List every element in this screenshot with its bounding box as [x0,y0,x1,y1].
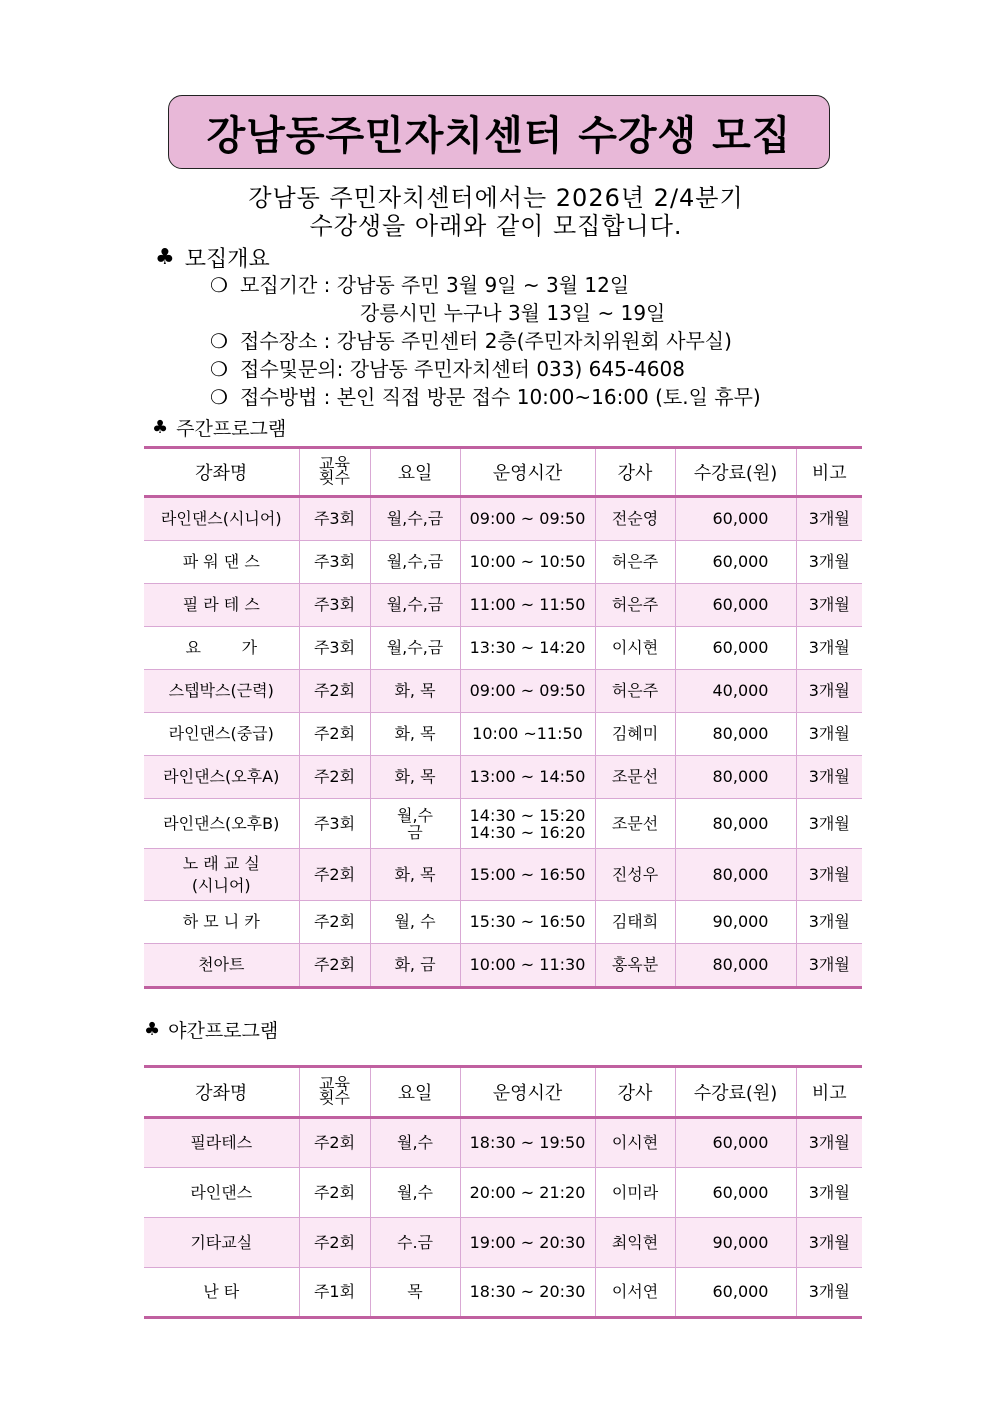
table-row [144,541,862,584]
club-icon: ♣ [144,1019,161,1040]
header-day: 요일 [370,448,460,497]
cell-note: 3개월 [796,584,862,627]
info-sep: : [317,329,337,353]
header-count-bottom: 횟수 [319,1087,350,1107]
cell-fee: 60,000 [675,1268,796,1318]
cell-day: 월,수,금 [370,541,460,584]
cell-name: 라인댄스(중급) [144,713,299,756]
info-sep: : [336,357,350,381]
cell-time: 10:00 ~ 10:50 [460,541,595,584]
cell-fee: 60,000 [675,541,796,584]
table-row [144,584,862,627]
cell-fee: 60,000 [675,497,796,541]
cell-name: 요 가 [144,627,299,670]
cell-count: 주2회 [299,1168,370,1218]
cell-note: 3개월 [796,849,862,901]
cell-teacher: 조문선 [595,756,675,799]
cell-day: 월,수,금 [370,627,460,670]
cell-time: 20:00 ~ 21:20 [460,1168,595,1218]
cell-fee: 80,000 [675,849,796,901]
cell-time-line2: 14:30 ~ 16:20 [469,822,586,842]
cell-name: 난 타 [144,1268,299,1318]
cell-fee: 60,000 [675,584,796,627]
cell-teacher: 조문선 [595,799,675,849]
night-program-heading-text: 야간프로그램 [168,1020,279,1042]
cell-day: 월,수 [370,1168,460,1218]
cell-count: 주3회 [299,627,370,670]
cell-teacher: 김혜미 [595,713,675,756]
cell-day: 화, 목 [370,670,460,713]
cell-note: 3개월 [796,713,862,756]
intro-line-2: 수강생을 아래와 같이 모집합니다. [309,212,683,240]
cell-fee: 40,000 [675,670,796,713]
cell-fee: 80,000 [675,944,796,988]
info-sep: : [317,273,337,297]
table-row [144,713,862,756]
cell-fee: 80,000 [675,799,796,849]
cell-teacher: 허은주 [595,541,675,584]
cell-fee: 60,000 [675,1118,796,1168]
cell-note: 3개월 [796,799,862,849]
cell-time: 09:00 ~ 09:50 [460,670,595,713]
title-banner [168,95,830,169]
cell-count: 주2회 [299,713,370,756]
cell-day: 수.금 [370,1218,460,1268]
cell-name: 하 모 니 카 [144,901,299,944]
cell-name [144,849,299,901]
cell-time: 13:30 ~ 14:20 [460,627,595,670]
circle-outline-icon: ❍ [210,385,228,409]
cell-day: 화, 목 [370,756,460,799]
cell-fee: 60,000 [675,1168,796,1218]
cell-fee: 80,000 [675,756,796,799]
header-teacher: 강사 [595,1067,675,1118]
cell-name: 라인댄스 [144,1168,299,1218]
table-row [144,1218,862,1268]
cell-time: 13:00 ~ 14:50 [460,756,595,799]
cell-note: 3개월 [796,1118,862,1168]
table-row [144,627,862,670]
cell-teacher: 허은주 [595,670,675,713]
table-row [144,1268,862,1318]
info-row-place [210,328,732,354]
cell-time: 11:00 ~ 11:50 [460,584,595,627]
table-row [144,497,862,541]
cell-time: 19:00 ~ 20:30 [460,1218,595,1268]
header-count [299,1067,370,1118]
cell-count: 주2회 [299,670,370,713]
header-time: 운영시간 [460,1067,595,1118]
cell-count: 주3회 [299,799,370,849]
header-count-top: 교육 [319,1073,350,1093]
cell-time: 09:00 ~ 09:50 [460,497,595,541]
cell-count: 주3회 [299,541,370,584]
night-program-heading [144,1016,278,1043]
cell-count: 주2회 [299,849,370,901]
cell-name: 라인댄스(오후B) [144,799,299,849]
cell-day: 화, 금 [370,944,460,988]
header-count [299,448,370,497]
cell-teacher: 홍옥분 [595,944,675,988]
cell-note: 3개월 [796,1168,862,1218]
cell-count: 주2회 [299,756,370,799]
info-value: 본인 직접 방문 접수 10:00~16:00 (토.일 휴무) [336,385,761,409]
cell-time: 15:00 ~ 16:50 [460,849,595,901]
club-icon: ♣ [152,417,169,438]
header-note: 비고 [796,448,862,497]
cell-teacher: 이서연 [595,1268,675,1318]
circle-outline-icon: ❍ [210,357,228,381]
cell-day [370,799,460,849]
header-count-top: 교육 [319,453,350,473]
cell-count: 주2회 [299,1118,370,1168]
info-row-method [210,384,761,410]
info-label: 접수장소 [240,329,318,353]
cell-day: 월,수 [370,1118,460,1168]
info-row-contact [210,356,685,382]
cell-teacher: 진성우 [595,849,675,901]
header-name: 강좌명 [144,448,299,497]
cell-fee: 90,000 [675,901,796,944]
table-row [144,944,862,988]
cell-name: 필라테스 [144,1118,299,1168]
table-row [144,901,862,944]
table-row [144,799,862,849]
cell-note: 3개월 [796,1268,862,1318]
cell-time: 10:00 ~ 11:30 [460,944,595,988]
table-row [144,849,862,901]
cell-day: 화, 목 [370,849,460,901]
circle-outline-icon: ❍ [210,329,228,353]
header-count-bottom: 횟수 [319,467,350,487]
cell-count: 주3회 [299,584,370,627]
info-value: 강남동 주민자치센터 033) 645-4608 [349,357,685,381]
day-program-heading [152,414,286,441]
header-note: 비고 [796,1067,862,1118]
cell-teacher: 최익현 [595,1218,675,1268]
info-sep: : [317,385,337,409]
header-name: 강좌명 [144,1067,299,1118]
cell-day: 월,수,금 [370,497,460,541]
cell-count: 주3회 [299,497,370,541]
header-teacher: 강사 [595,448,675,497]
cell-fee: 90,000 [675,1218,796,1268]
cell-day: 월, 수 [370,901,460,944]
header-fee: 수강료(원) [675,1067,796,1118]
cell-count: 주2회 [299,901,370,944]
info-row-period-2 [360,300,665,326]
cell-teacher: 전순영 [595,497,675,541]
night-program-table [144,1065,862,1319]
circle-outline-icon: ❍ [210,273,228,297]
day-program-heading-text: 주간프로그램 [176,418,287,440]
page-title: 강남동주민자치센터 수강생 모집 [206,112,792,159]
table-row [144,1168,862,1218]
cell-teacher: 이시현 [595,1118,675,1168]
cell-name: 파 워 댄 스 [144,541,299,584]
cell-time-line1: 14:30 ~ 15:20 [469,805,586,825]
table-row [144,670,862,713]
cell-day-line2: 금 [407,822,423,842]
table-row [144,1118,862,1168]
cell-note: 3개월 [796,901,862,944]
cell-name: 라인댄스(오후A) [144,756,299,799]
cell-day: 목 [370,1268,460,1318]
table-header-row [144,1067,862,1118]
cell-note: 3개월 [796,541,862,584]
cell-name-line2: (시니어) [191,875,251,895]
cell-day: 화, 목 [370,713,460,756]
header-fee: 수강료(원) [675,448,796,497]
cell-fee: 80,000 [675,713,796,756]
cell-teacher: 김태희 [595,901,675,944]
overview-heading-text: 모집개요 [184,247,270,272]
cell-day: 월,수,금 [370,584,460,627]
cell-name-line1: 노 래 교 실 [182,853,260,873]
cell-count: 주1회 [299,1268,370,1318]
intro-line-1: 강남동 주민자치센터에서는 2026년 2/4분기 [248,184,744,212]
cell-time: 10:00 ~11:50 [460,713,595,756]
cell-teacher: 허은주 [595,584,675,627]
cell-note: 3개월 [796,944,862,988]
info-label: 접수방법 [240,385,318,409]
overview-heading [155,242,270,273]
info-value: 강남동 주민 3월 9일 ~ 3월 12일 [336,273,630,297]
header-day: 요일 [370,1067,460,1118]
cell-time: 18:30 ~ 20:30 [460,1268,595,1318]
cell-note: 3개월 [796,497,862,541]
cell-time: 18:30 ~ 19:50 [460,1118,595,1168]
cell-note: 3개월 [796,627,862,670]
header-time: 운영시간 [460,448,595,497]
cell-teacher: 이시현 [595,627,675,670]
cell-name: 필 라 테 스 [144,584,299,627]
info-row-period [210,272,629,298]
cell-time [460,799,595,849]
cell-count: 주2회 [299,944,370,988]
table-header-row [144,448,862,497]
cell-name: 라인댄스(시니어) [144,497,299,541]
cell-teacher: 이미라 [595,1168,675,1218]
day-program-table [144,446,862,989]
cell-name: 스텝박스(근력) [144,670,299,713]
cell-name: 천아트 [144,944,299,988]
cell-name: 기타교실 [144,1218,299,1268]
info-value: 강릉시민 누구나 3월 13일 ~ 19일 [360,301,666,325]
info-value: 강남동 주민센터 2층(주민자치위원회 사무실) [336,329,732,353]
cell-note: 3개월 [796,670,862,713]
cell-count: 주2회 [299,1218,370,1268]
table-row [144,756,862,799]
cell-note: 3개월 [796,1218,862,1268]
cell-day-line1: 월,수 [397,805,433,825]
info-label: 접수및문의 [240,357,337,381]
info-label: 모집기간 [240,273,318,297]
cell-note: 3개월 [796,756,862,799]
club-icon: ♣ [155,245,175,270]
cell-fee: 60,000 [675,627,796,670]
cell-time: 15:30 ~ 16:50 [460,901,595,944]
